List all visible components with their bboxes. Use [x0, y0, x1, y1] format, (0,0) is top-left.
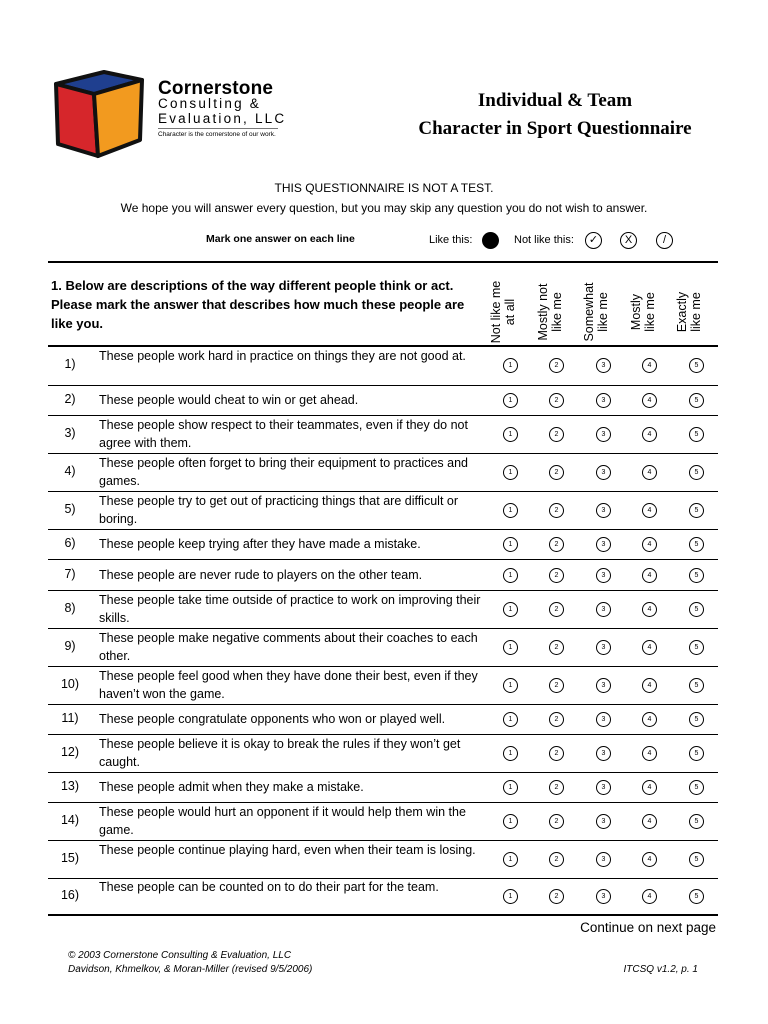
brand-tagline: Character is the cornerstone of our work. — [158, 128, 278, 138]
answer-option-1[interactable]: 1 — [503, 393, 518, 408]
section-heading: 1. Below are descriptions of the way different people think or act. Please mark the answer that describes how much these people are like you. — [51, 278, 465, 331]
answer-option-5[interactable]: 5 — [689, 712, 704, 727]
column-header-3 — [582, 277, 622, 347]
row-divider — [48, 914, 718, 916]
row-divider — [48, 559, 718, 560]
row-divider — [48, 529, 718, 530]
row-divider — [48, 385, 718, 386]
answer-option-5[interactable]: 5 — [689, 678, 704, 693]
answer-option-4[interactable]: 4 — [642, 889, 657, 904]
answer-option-4[interactable]: 4 — [642, 852, 657, 867]
answer-option-5[interactable]: 5 — [689, 602, 704, 617]
item-number: 16) — [60, 888, 80, 902]
answer-option-3[interactable]: 3 — [596, 746, 611, 761]
brand-sub-line2: Evaluation, LLC — [158, 111, 287, 126]
answer-option-2[interactable]: 2 — [549, 780, 564, 795]
check-mark-example-icon: ✓ — [585, 232, 602, 249]
answer-option-2[interactable]: 2 — [549, 568, 564, 583]
answer-option-2[interactable]: 2 — [549, 852, 564, 867]
cube-right-face — [94, 80, 142, 156]
continue-label: Continue on next page — [580, 920, 716, 935]
column-header-5-line2: like me — [689, 292, 703, 332]
item-number: 12) — [60, 745, 80, 759]
answer-option-4[interactable]: 4 — [642, 640, 657, 655]
item-text: These people take time outside of practice to work on improving their skills. — [99, 593, 481, 625]
item-number: 13) — [60, 779, 80, 793]
item-text: These people make negative comments about their coaches to each other. — [99, 631, 478, 663]
answer-option-1[interactable]: 1 — [503, 427, 518, 442]
answer-option-2[interactable]: 2 — [549, 889, 564, 904]
item-text: These people feel good when they have done their best, even if they haven’t won the game. — [99, 669, 478, 701]
answer-option-2[interactable]: 2 — [549, 465, 564, 480]
answer-option-4[interactable]: 4 — [642, 602, 657, 617]
column-header-1 — [489, 277, 529, 347]
answer-option-3[interactable]: 3 — [596, 393, 611, 408]
answer-option-3[interactable]: 3 — [596, 852, 611, 867]
answer-option-3[interactable]: 3 — [596, 568, 611, 583]
item-number: 10) — [60, 677, 80, 691]
mark-instruction: Mark one answer on each line — [206, 233, 355, 245]
answer-option-2[interactable]: 2 — [549, 537, 564, 552]
answer-option-3[interactable]: 3 — [596, 503, 611, 518]
answer-option-4[interactable]: 4 — [642, 427, 657, 442]
item-number: 1) — [64, 357, 76, 371]
answer-option-1[interactable]: 1 — [503, 678, 518, 693]
cube-left-face — [56, 84, 98, 156]
answer-option-1[interactable]: 1 — [503, 503, 518, 518]
row-divider — [48, 772, 718, 773]
item-number: 14) — [60, 813, 80, 827]
answer-option-1[interactable]: 1 — [503, 712, 518, 727]
answer-option-3[interactable]: 3 — [596, 889, 611, 904]
answer-option-2[interactable]: 2 — [549, 746, 564, 761]
answer-option-5[interactable]: 5 — [689, 568, 704, 583]
answer-option-1[interactable]: 1 — [503, 465, 518, 480]
item-text: These people keep trying after they have made a mistake. — [99, 537, 421, 551]
answer-option-1[interactable]: 1 — [503, 814, 518, 829]
item-number: 6) — [64, 536, 76, 550]
answer-option-4[interactable]: 4 — [642, 568, 657, 583]
answer-option-4[interactable]: 4 — [642, 712, 657, 727]
answer-option-1[interactable]: 1 — [503, 358, 518, 373]
item-number: 9) — [64, 639, 76, 653]
notice-not-a-test: THIS QUESTIONNAIRE IS NOT A TEST. — [274, 181, 494, 195]
column-header-4-line1: Mostly — [629, 293, 643, 331]
item-number: 15) — [60, 851, 80, 865]
answer-option-5[interactable]: 5 — [689, 465, 704, 480]
answer-option-2[interactable]: 2 — [549, 503, 564, 518]
answer-option-3[interactable]: 3 — [596, 537, 611, 552]
answer-option-5[interactable]: 5 — [689, 852, 704, 867]
item-text: These people can be counted on to do their part for the team. — [99, 880, 439, 894]
answer-option-5[interactable]: 5 — [689, 537, 704, 552]
item-number: 8) — [64, 601, 76, 615]
answer-option-2[interactable]: 2 — [549, 393, 564, 408]
answer-option-5[interactable]: 5 — [689, 746, 704, 761]
x-mark-example-icon: X — [620, 232, 637, 249]
footer-version: ITCSQ v1.2, p. 1 — [623, 964, 698, 975]
answer-option-4[interactable]: 4 — [642, 358, 657, 373]
answer-option-3[interactable]: 3 — [596, 427, 611, 442]
item-text: These people would cheat to win or get ahead. — [99, 393, 359, 407]
table-top-rule — [48, 261, 718, 263]
item-number: 2) — [64, 392, 76, 406]
answer-option-5[interactable]: 5 — [689, 640, 704, 655]
answer-option-3[interactable]: 3 — [596, 780, 611, 795]
document-title-line2: Character in Sport Questionnaire — [418, 118, 692, 139]
column-header-3-line1: Somewhat — [582, 282, 596, 342]
item-text: These people congratulate opponents who won or played well. — [99, 712, 446, 726]
item-number: 3) — [64, 426, 76, 440]
column-header-4-line2: like me — [643, 292, 657, 332]
item-text: These people show respect to their teammates, even if they do not agree with them. — [99, 418, 468, 450]
cornerstone-cube-logo — [48, 68, 152, 160]
answer-option-1[interactable]: 1 — [503, 568, 518, 583]
answer-option-4[interactable]: 4 — [642, 537, 657, 552]
answer-option-3[interactable]: 3 — [596, 678, 611, 693]
item-text: These people work hard in practice on things they are not good at. — [99, 349, 466, 363]
answer-option-1[interactable]: 1 — [503, 889, 518, 904]
item-text: These people continue playing hard, even when their team is losing. — [99, 843, 476, 857]
answer-option-3[interactable]: 3 — [596, 640, 611, 655]
answer-option-4[interactable]: 4 — [642, 393, 657, 408]
answer-option-4[interactable]: 4 — [642, 465, 657, 480]
item-text: These people believe it is okay to break the rules if they won’t get caught. — [99, 737, 461, 769]
column-header-2-line2: like me — [550, 292, 564, 332]
answer-option-5[interactable]: 5 — [689, 427, 704, 442]
answer-option-4[interactable]: 4 — [642, 814, 657, 829]
answer-option-2[interactable]: 2 — [549, 640, 564, 655]
answer-option-1[interactable]: 1 — [503, 852, 518, 867]
item-number: 5) — [64, 502, 76, 516]
column-header-5 — [675, 277, 715, 347]
not-like-this-label: Not like this: — [514, 234, 574, 246]
answer-option-5[interactable]: 5 — [689, 393, 704, 408]
answer-option-1[interactable]: 1 — [503, 746, 518, 761]
answer-option-2[interactable]: 2 — [549, 712, 564, 727]
column-header-1-line2: at all — [503, 298, 517, 326]
answer-option-4[interactable]: 4 — [642, 746, 657, 761]
answer-option-5[interactable]: 5 — [689, 889, 704, 904]
column-header-1-line1: Not like me — [489, 280, 503, 344]
answer-option-4[interactable]: 4 — [642, 678, 657, 693]
column-header-2 — [536, 277, 576, 347]
column-header-3-line2: like me — [596, 292, 610, 332]
item-text: These people try to get out of practicing things that are difficult or boring. — [99, 494, 459, 526]
document-title-line1: Individual & Team — [477, 90, 633, 111]
answer-option-5[interactable]: 5 — [689, 503, 704, 518]
row-divider — [48, 704, 718, 705]
footer-copyright: © 2003 Cornerstone Consulting & Evaluation, LLC — [68, 950, 292, 961]
answer-option-2[interactable]: 2 — [549, 358, 564, 373]
column-header-5-line1: Exactly — [675, 291, 689, 333]
item-text: These people are never rude to players on the other team. — [99, 567, 423, 582]
answer-option-4[interactable]: 4 — [642, 780, 657, 795]
answer-option-1[interactable]: 1 — [503, 537, 518, 552]
filled-circle-example-icon — [482, 232, 499, 249]
answer-option-1[interactable]: 1 — [503, 780, 518, 795]
slash-mark-example-icon: / — [656, 232, 673, 249]
item-text: These people would hurt an opponent if it would help them win the game. — [99, 805, 466, 837]
answer-option-1[interactable]: 1 — [503, 640, 518, 655]
answer-option-5[interactable]: 5 — [689, 814, 704, 829]
answer-option-2[interactable]: 2 — [549, 678, 564, 693]
answer-option-3[interactable]: 3 — [596, 712, 611, 727]
column-header-2-line1: Mostly not — [536, 283, 550, 341]
answer-option-5[interactable]: 5 — [689, 780, 704, 795]
answer-option-2[interactable]: 2 — [549, 427, 564, 442]
item-text: These people often forget to bring their equipment to practices and games. — [99, 456, 468, 488]
answer-option-3[interactable]: 3 — [596, 358, 611, 373]
column-header-4 — [629, 277, 669, 347]
answer-option-4[interactable]: 4 — [642, 503, 657, 518]
answer-option-3[interactable]: 3 — [596, 602, 611, 617]
item-number: 4) — [64, 464, 76, 478]
item-text: These people admit when they make a mistake. — [99, 780, 364, 794]
notice-skip: We hope you will answer every question, but you may skip any question you do not wish to answer. — [120, 201, 648, 215]
brand-name: Cornerstone — [158, 78, 274, 99]
brand-sub-line1: Consulting & — [158, 96, 261, 111]
brand-subtitle — [158, 96, 286, 126]
answer-option-3[interactable]: 3 — [596, 465, 611, 480]
answer-option-3[interactable]: 3 — [596, 814, 611, 829]
answer-option-5[interactable]: 5 — [689, 358, 704, 373]
item-number: 11) — [61, 711, 79, 725]
like-this-label: Like this: — [429, 234, 473, 246]
answer-option-2[interactable]: 2 — [549, 814, 564, 829]
footer-authors: Davidson, Khmelkov, & Moran-Miller (revised 9/5/2006) — [68, 964, 313, 975]
item-number: 7) — [64, 566, 76, 581]
answer-option-2[interactable]: 2 — [549, 602, 564, 617]
answer-option-1[interactable]: 1 — [503, 602, 518, 617]
